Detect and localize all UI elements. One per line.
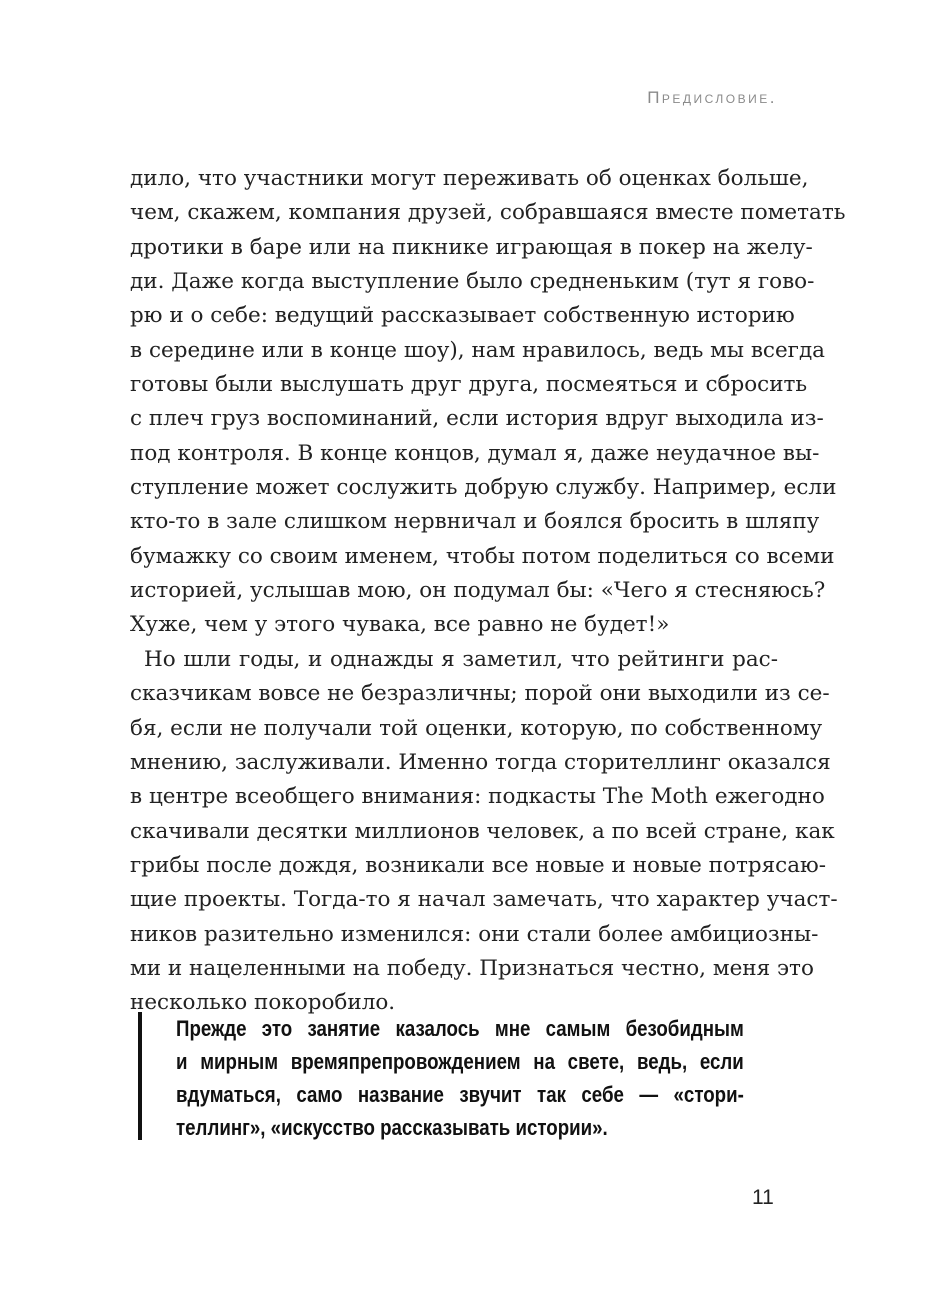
text-line-content: ступление может сослужить добрую службу. Например, если [130,475,837,501]
text-line [130,574,826,608]
text-line-content: историей, услышав мою, он подумал бы: «Чего я стесняюсь? [130,578,826,604]
pull-quote [138,1012,744,1140]
quote-line: теллинг», «искусство рассказывать истории». [176,1115,608,1140]
text-line [130,162,809,196]
body-text [130,162,846,1021]
text-line [130,643,778,677]
text-line [130,780,825,814]
text-line-content: Но шли годы, и однажды я заметил, что рейтинги рас- [144,646,778,672]
text-line [130,334,826,368]
text-line-content: мнению, заслуживали. Именно тогда сторителлинг оказался [130,749,831,775]
text-line [130,402,824,436]
text-line [130,608,778,642]
text-line [130,849,827,883]
text-line-content: ми и нацеленными на победу. Признаться честно, меня это [130,955,814,981]
quote-line: Прежде это занятие казалось мне самым безобидным [176,1016,744,1041]
text-line [130,883,838,917]
pull-quote-text [176,1012,744,1144]
text-line [130,918,819,952]
text-line [130,265,815,299]
text-line-content: ников разительно изменился: они стали более амбициозны- [130,921,819,947]
text-line [130,437,820,471]
text-line [130,505,820,539]
text-line-content: дило, что участники могут переживать об оценках больше, [130,166,809,191]
text-line-content: скачивали десятки миллионов человек, а по всей стране, как [130,818,835,844]
text-line [130,471,837,505]
text-line-content: щие проекты. Тогда-то я начал замечать, что характер участ- [130,887,838,913]
text-line-content: дротики в баре или на пикнике играющая в покер на желу- [130,234,813,260]
text-line-content: рю и о себе: ведущий рассказывает собственную историю [130,303,795,329]
page-number: 11 [752,1186,774,1209]
text-line-content: ди. Даже когда выступление было средненьким (тут я гово- [130,269,815,295]
text-line-content: бумажку со своим именем, чтобы потом поделиться со всеми [130,543,835,569]
text-line [130,231,813,265]
text-line [130,952,814,986]
text-line-content: готовы были выслушать друг друга, посмеяться и сбросить [130,372,808,398]
text-line [130,540,835,574]
quote-line: вдуматься, само название звучит так себе — «стори- [176,1082,744,1107]
text-line-content: в середине или в конце шоу), нам нравилось, ведь мы всегда [130,337,826,363]
text-line-content: Хуже, чем у этого чувака, все равно не будет!» [130,612,670,638]
text-line [130,299,795,333]
text-line-content: в центре всеобщего внимания: подкасты The Moth ежегодно [130,784,825,810]
text-line-content: с плеч груз воспоминаний, если история вдруг выходила из- [130,406,824,432]
text-line [130,712,823,746]
text-line-content: чем, скажем, компания друзей, собравшаяся вместе пометать [130,200,846,226]
text-line [130,677,830,711]
text-line-content: грибы после дождя, возникали все новые и новые потрясаю- [130,852,827,878]
text-line-content: сказчикам вовсе не безразличны; порой они выходили из се- [130,681,830,707]
text-line-content: кто-то в зале слишком нервничал и боялся бросить в шляпу [130,509,820,535]
text-line [130,368,808,402]
quote-line: и мирным времяпрепровождением на свете, ведь, если [176,1049,744,1074]
text-line-content: бя, если не получали той оценки, которую, по собственному [130,715,823,741]
text-line [130,815,835,849]
text-line-content: несколько покоробило. [130,990,396,1016]
running-header: Предисловие. [647,88,777,107]
text-line [130,746,831,780]
text-line-content: под контроля. В конце концов, думал я, даже неудачное вы- [130,440,820,466]
text-line [130,196,846,230]
